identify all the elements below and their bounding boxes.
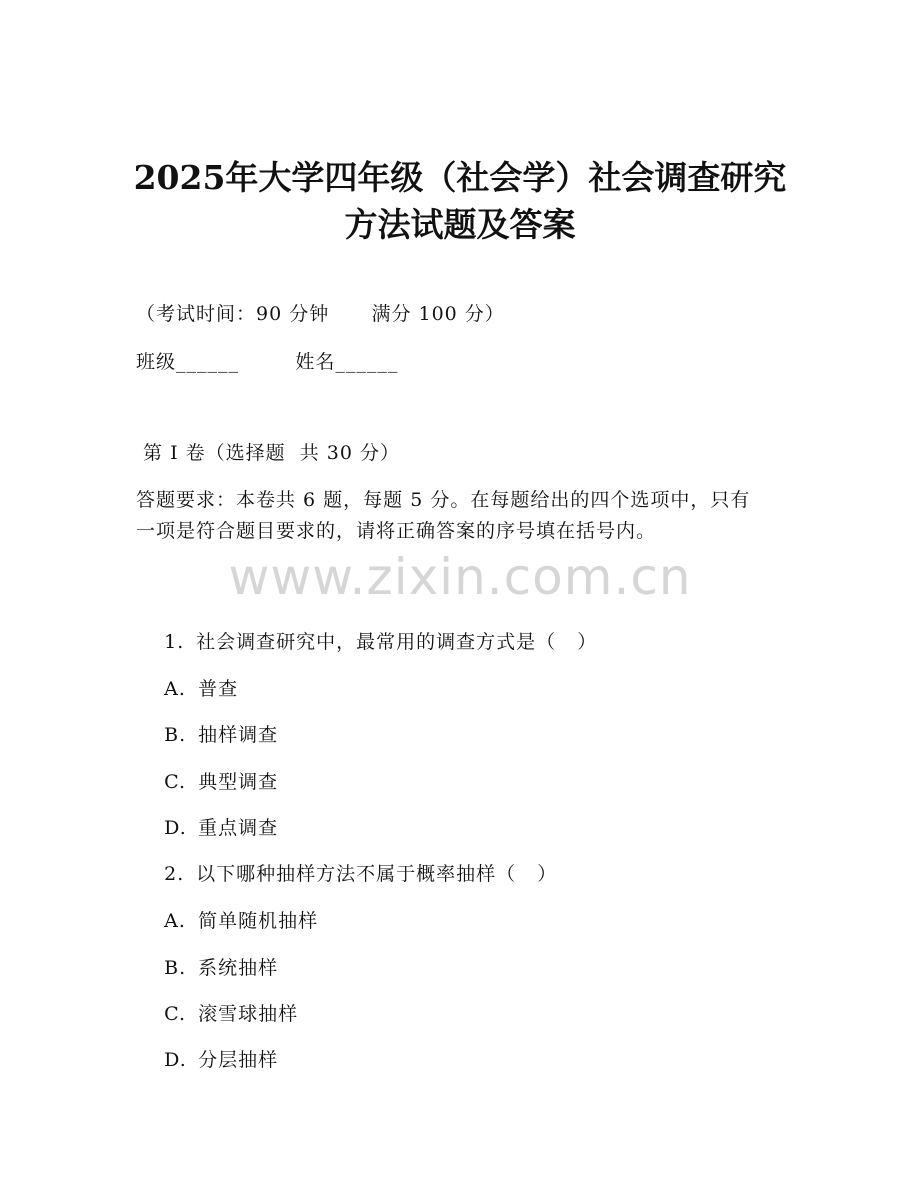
option-letter: C. (164, 1003, 187, 1025)
exam-info: （考试时间：90 分钟 满分 100 分） (136, 303, 505, 325)
watermark: www.zixin.com.cn (228, 548, 692, 606)
option-letter: B. (164, 957, 187, 979)
section-heading: 第 I 卷（选择题 共 30 分） (136, 442, 400, 464)
document-title-line-1: 2025年大学四年级（社会学）社会调查研究 (133, 158, 787, 197)
option-letter: A. (164, 910, 186, 932)
option-letter: D. (164, 1049, 187, 1071)
instructions-line-1: 答题要求：本卷共 6 题，每题 5 分。在每题给出的四个选项中，只有 (136, 489, 751, 511)
option-text: 简单随机抽样 (198, 910, 319, 932)
document-title-line-2: 方法试题及答案 (344, 205, 576, 244)
class-name-fields: 班级______ 姓名______ (136, 351, 399, 373)
option-letter: C. (164, 771, 187, 793)
question-number: 2. (164, 863, 185, 885)
option-text: 分层抽样 (198, 1049, 279, 1071)
instructions-line-2: 一项是符合题目要求的，请将正确答案的序号填在括号内。 (136, 520, 657, 542)
question-2-option-d (136, 1032, 278, 1089)
option-text: 典型调查 (198, 771, 279, 793)
option-text: 系统抽样 (198, 957, 279, 979)
question-number: 1. (164, 631, 185, 653)
question-text: 以下哪种抽样方法不属于概率抽样（ ） (196, 863, 558, 885)
option-text: 抽样调查 (198, 724, 279, 746)
option-letter: D. (164, 817, 187, 839)
option-letter: B. (164, 724, 187, 746)
option-text: 重点调查 (198, 817, 279, 839)
question-text: 社会调查研究中，最常用的调查方式是（ ） (196, 631, 598, 653)
option-text: 普查 (198, 678, 239, 700)
option-letter: A. (164, 678, 186, 700)
option-text: 滚雪球抽样 (198, 1003, 299, 1025)
